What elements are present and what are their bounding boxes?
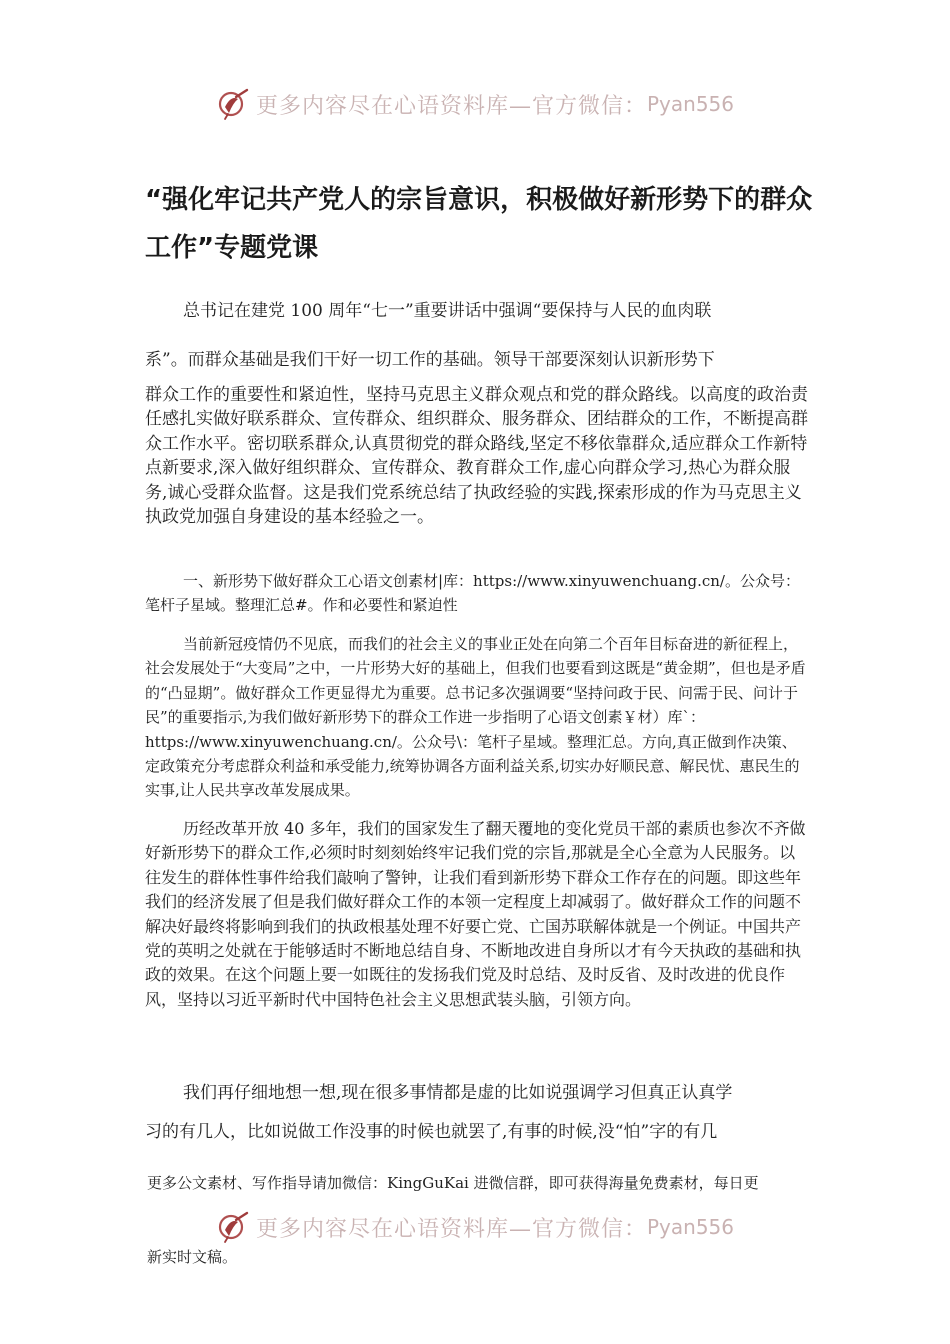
pen-logo-icon [216, 1210, 250, 1244]
paragraph-2: 一、新形势下做好群众工心语文创素材|库：https://www.xinyuwenchuang.cn/。公众号：笔杆子星域。整理汇总#。作和必要性和紧迫性 [145, 572, 800, 615]
watermark-account: Pyan556 [647, 92, 735, 116]
paragraph-1-line-1: 总书记在建党 100 周年“七一”重要讲话中强调“要保持与人民的血肉联 [183, 301, 712, 321]
paragraph-5-line-2: 习的有几人，比如说做工作没事的时候也就罢了,有事的时候,没“怕”字的有几 [145, 1122, 718, 1142]
watermark-text: 更多内容尽在心语资料库—官方微信： [255, 93, 647, 119]
paragraph-1-line-2: 系”。而群众基础是我们干好一切工作的基础。领导干部要深刻认识新形势下 [145, 350, 715, 370]
paragraph-4: 历经改革开放 40 多年，我们的国家发生了翻天覆地的变化党员干部的素质也参次不齐做好新形势下的群众工作,必须时时刻刻始终牢记我们党的宗旨,那就是全心全意为人民服务。以往发生的群体性事件给我们敲响了警钟，让我们看到新形势下群众工作存在的问题。即这些年我们的经济发展了但是我们做好群众工作的本领一定程度上却减弱了。做好群众工作的问题不解决好最终将影响到我们的执政根基处理不好要亡党、亡国苏联解体就是一个例证。中国共产党的英明之处就在于能够适时不断地总结自身、不断地改进自身所以才有今天执政的基础和执政的效果。在这个问题上要一如既往的发扬我们党及时总结、及时反省、及时改进的优良作风，坚持以习近平新时代中国特色社会主义思想武装头脑，引领方向。 [145, 819, 806, 1009]
footer-promo-line-2: 新实时文稿。 [147, 1248, 238, 1266]
watermark-footer [0, 1207, 950, 1247]
paragraph-3: 当前新冠疫情仍不见底，而我们的社会主义的事业正处在向第二个百年目标奋进的新征程上，社会发展处于“大变局”之中，一片形势大好的基础上，但我们也要看到这既是“黄金期”，但也是矛盾的“凸显期”。做好群众工作更显得尤为重要。总书记多次强调要“坚持问政于民、问需于民、问计于民”的重要指示,为我们做好新形势下的群众工作进一步指明了心语文创素￥材）库`：https://www.xinyuwenchuang.cn/。公众号\：笔杆子星域。整理汇总。方向,真正做到作决策、定政策充分考虑群众利益和承受能力,统筹协调各方面利益关系,切实办好顺民意、解民忧、惠民生的实事,让人民共享改革发展成果。 [145, 635, 806, 800]
watermark-account: Pyan556 [647, 1215, 735, 1239]
paragraph-1-body: 群众工作的重要性和紧迫性，坚持马克思主义群众观点和党的群众路线。以高度的政治责任感扎实做好联系群众、宣传群众、组织群众、服务群众、团结群众的工作，不断提高群众工作水平。密切联系群众,认真贯彻党的群众路线,坚定不移依靠群众,适应群众工作新特点新要求,深入做好组织群众、宣传群众、教育群众工作,虚心向群众学习,热心为群众服务,诚心受群众监督。这是我们党系统总结了执政经验的实践,探索形成的作为马克思主义执政党加强自身建设的基本经验之一。 [145, 385, 808, 528]
pen-logo-icon [216, 87, 250, 121]
paragraph-5-line-1: 我们再仔细地想一想,现在很多事情都是虚的比如说强调学习但真正认真学 [183, 1083, 733, 1103]
watermark-header [0, 84, 950, 124]
watermark-text: 更多内容尽在心语资料库—官方微信： [255, 1216, 647, 1242]
document-title: “强化牢记共产党人的宗旨意识，积极做好新形势下的群众工作”专题党课 [145, 185, 813, 263]
footer-promo-line-1: 更多公文素材、写作指导请加微信：KingGuKai 进微信群，即可获得海量免费素材，每日更 [147, 1174, 759, 1192]
